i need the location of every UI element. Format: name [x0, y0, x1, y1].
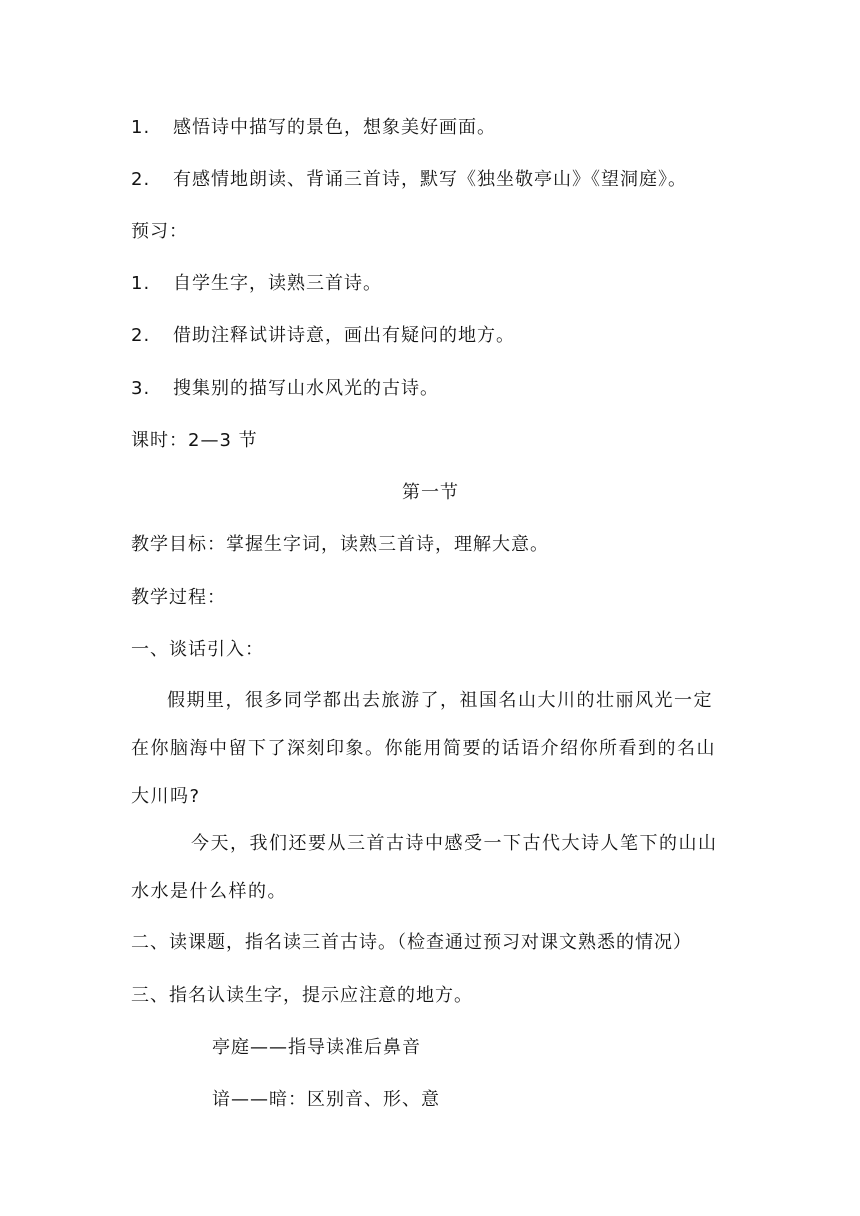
preview-heading: 预习：: [131, 221, 188, 242]
preview-text: 搜集别的描写山水风光的古诗。: [173, 378, 439, 399]
note-item: 亭庭——指导读准后鼻音: [212, 1037, 421, 1058]
preview-item-2: [131, 324, 515, 348]
class-periods: 课时：2—3 节: [131, 430, 258, 451]
step1-heading: 一、谈话引入：: [131, 639, 264, 660]
intro-paragraph: 假期里，很多同学都出去旅游了，祖国名山大川的壮丽风光一定在你脑海中留下了深刻印象。你能用简要的话语介绍你所看到的名山大川吗?: [131, 690, 716, 807]
goal-item-1: [131, 116, 496, 140]
teaching-goal: 教学目标：掌握生字词，读熟三首诗，理解大意。: [131, 534, 549, 555]
goal-item-2: [131, 168, 687, 192]
preview-text: 借助注释试讲诗意，画出有疑问的地方。: [173, 325, 515, 346]
process-heading: 教学过程：: [131, 587, 226, 608]
today-paragraph: 今天，我们还要从三首古诗中感受一下古代大诗人笔下的山山水水是什么样的。: [131, 833, 718, 902]
preview-number: 3.: [131, 378, 151, 399]
preview-number: 1.: [131, 273, 151, 294]
goal-text: 感悟诗中描写的景色，想象美好画面。: [173, 117, 496, 138]
goal-number: 2.: [131, 169, 151, 190]
preview-number: 2.: [131, 325, 151, 346]
step3-text: 三、指名认读生字，提示应注意的地方。: [131, 985, 473, 1006]
preview-text: 自学生字，读熟三首诗。: [173, 273, 382, 294]
note-item: 谙——暗：区别音、形、意: [212, 1089, 440, 1110]
goal-number: 1.: [131, 117, 151, 138]
preview-item-1: [131, 272, 382, 296]
preview-item-3: [131, 377, 439, 401]
step2-text: 二、读课题，指名读三首古诗。（检查通过预习对课文熟悉的情况）: [131, 932, 692, 953]
goal-text: 有感情地朗读、背诵三首诗，默写《独坐敬亭山》《望洞庭》。: [173, 169, 687, 190]
section-title: 第一节: [402, 482, 459, 503]
